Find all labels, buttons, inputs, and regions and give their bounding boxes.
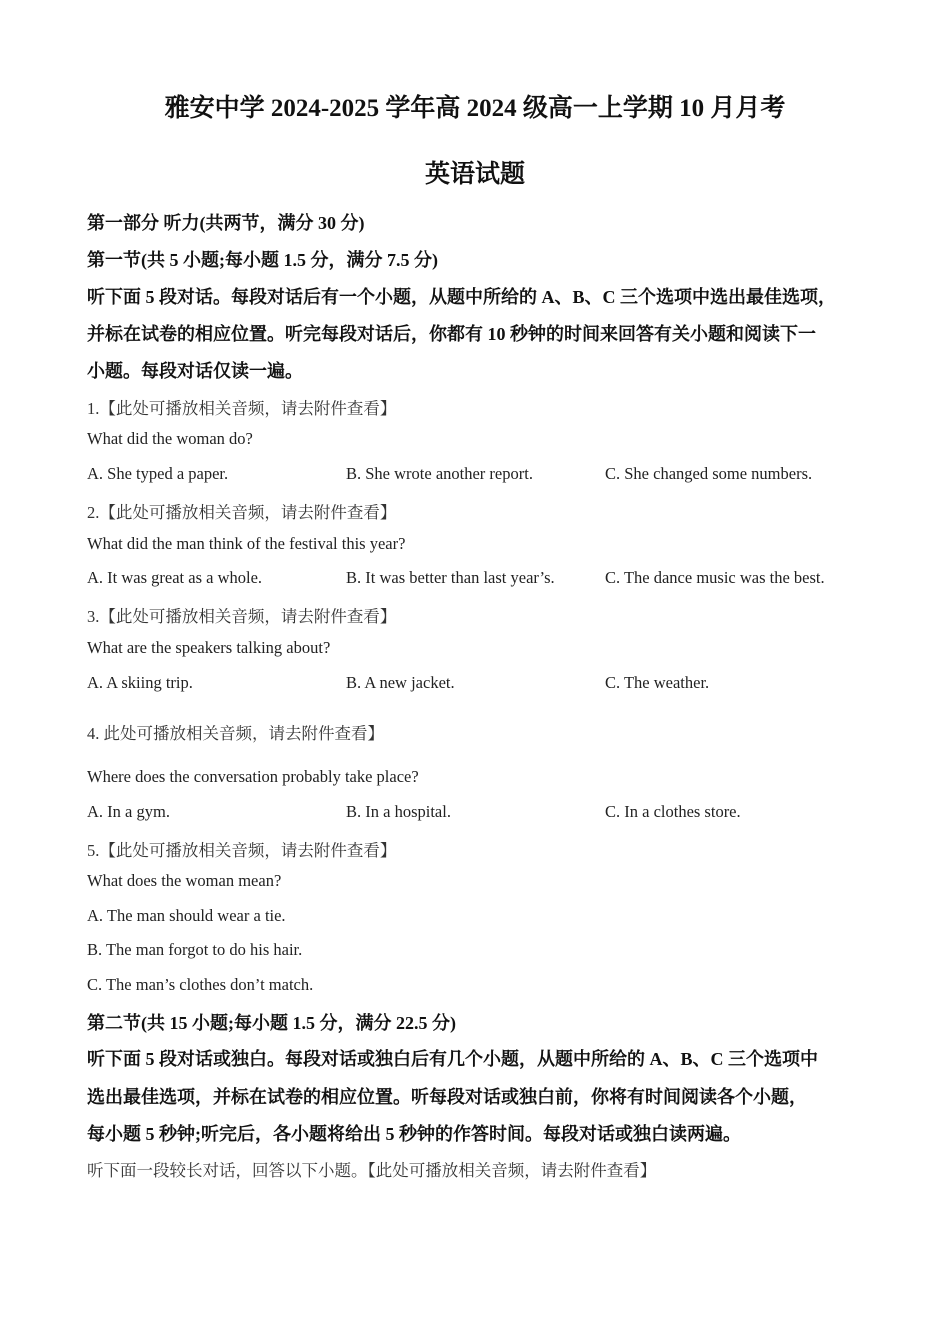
- question-2-option-b: B. It was better than last year’s.: [346, 568, 555, 587]
- exam-subject-title: 英语试题: [424, 161, 525, 188]
- question-2-stem: What did the man think of the festival this year?: [87, 534, 406, 553]
- section2-instruction-line: 听下面 5 段对话或独白。每段对话或独白后有几个小题，从题中所给的 A、B、C 三个选项中: [87, 1049, 818, 1069]
- question-4-stem: Where does the conversation probably take place?: [87, 767, 419, 786]
- section2-instruction-line: 选出最佳选项，并标在试卷的相应位置。听每段对话或独白前，你将有时间阅读各个小题，: [87, 1087, 807, 1107]
- question-4-audio-link[interactable]: 4. 此处可播放相关音频，请去附件查看】: [87, 724, 384, 743]
- question-3-audio-link[interactable]: 3.【此处可播放相关音频，请去附件查看】: [87, 607, 397, 626]
- question-1-option-a: A. She typed a paper.: [87, 464, 229, 483]
- section2-intro-audio-link[interactable]: 听下面一段较长对话，回答以下小题。【此处可播放相关音频，请去附件查看】: [87, 1161, 657, 1180]
- question-2-option-a: A. It was great as a whole.: [87, 568, 263, 587]
- part1-heading: 第一部分 听力(共两节，满分 30 分): [87, 213, 365, 233]
- question-5-option-c: C. The man’s clothes don’t match.: [87, 975, 314, 994]
- question-1-audio-link[interactable]: 1.【此处可播放相关音频，请去附件查看】: [87, 399, 397, 418]
- question-4-option-b: B. In a hospital.: [346, 802, 451, 821]
- section1-instruction-line: 听下面 5 段对话。每段对话后有一个小题，从题中所给的 A、B、C 三个选项中选出最佳选项，: [87, 287, 836, 307]
- question-1-option-c: C. She changed some numbers.: [605, 464, 813, 483]
- question-5-audio-link[interactable]: 5.【此处可播放相关音频，请去附件查看】: [87, 841, 397, 860]
- section1-heading: 第一节(共 5 小题;每小题 1.5 分，满分 7.5 分): [87, 250, 438, 270]
- question-5-stem: What does the woman mean?: [87, 871, 282, 890]
- question-5-option-b: B. The man forgot to do his hair.: [87, 940, 303, 959]
- question-4-option-a: A. In a gym.: [87, 802, 170, 821]
- question-3-option-c: C. The weather.: [605, 673, 710, 692]
- question-1-option-b: B. She wrote another report.: [346, 464, 533, 483]
- question-2-option-c: C. The dance music was the best.: [605, 568, 825, 587]
- section1-instruction-line: 小题。每段对话仅读一遍。: [87, 361, 303, 381]
- question-3-option-b: B. A new jacket.: [346, 673, 455, 692]
- section2-heading: 第二节(共 15 小题;每小题 1.5 分，满分 22.5 分): [87, 1013, 456, 1033]
- section1-instruction-line: 并标在试卷的相应位置。听完每段对话后，你都有 10 秒钟的时间来回答有关小题和阅读下一: [87, 324, 816, 344]
- question-3-stem: What are the speakers talking about?: [87, 638, 331, 657]
- section2-instruction-line: 每小题 5 秒钟;听完后，各小题将给出 5 秒钟的作答时间。每段对话或独白读两遍。: [87, 1124, 741, 1144]
- question-2-audio-link[interactable]: 2.【此处可播放相关音频，请去附件查看】: [87, 503, 397, 522]
- exam-title: 雅安中学 2024-2025 学年高 2024 级高一上学期 10 月月考: [164, 95, 786, 122]
- question-5-option-a: A. The man should wear a tie.: [87, 906, 286, 925]
- question-4-option-c: C. In a clothes store.: [605, 802, 741, 821]
- question-1-stem: What did the woman do?: [87, 429, 253, 448]
- question-3-option-a: A. A skiing trip.: [87, 673, 193, 692]
